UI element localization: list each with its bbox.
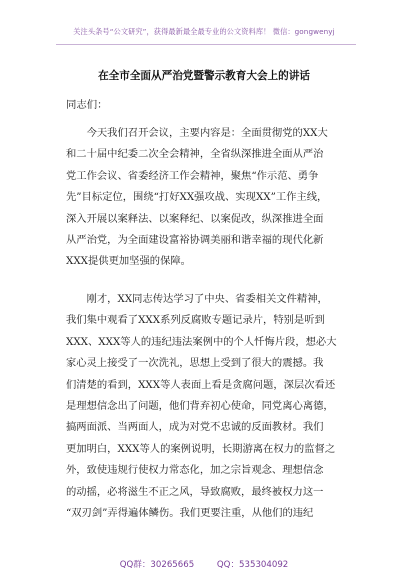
document-title: 在全市全面从严治党暨警示教育大会上的讲话 — [98, 70, 310, 82]
paragraph-line: 和二十届中纪委二次全会精神，全省纵深推进全面从严治 — [66, 148, 324, 161]
paragraph-line: 家心灵上接受了一次洗礼，思想上受到了很大的震撼。我 — [66, 357, 324, 370]
paragraph-line: 今天我们召开会议，主要内容是：全面贯彻党的XX大 — [66, 127, 328, 139]
paragraph-line: 搞两面派、当两面人，成为对党不忠诚的反面教材。我们 — [66, 421, 324, 434]
paragraph-line: 我们集中观看了XXX系列反腐败专题记录片，特别是听到 — [66, 314, 325, 327]
paragraph-line: 更加明白，XXX等人的案例说明，长期游离在权力的监督之 — [66, 442, 336, 455]
header-divider — [56, 44, 356, 45]
paragraph-line: “双刃剑”弄得遍体鳞伤。我们更要注重，从他们的违纪 — [66, 507, 314, 520]
paragraph-line: 是理想信念出了问题，他们背弃初心使命，同党离心离德， — [66, 400, 334, 413]
paragraph-line: 先”目标定位，围绕“打好XX强攻战、实现XX”工作主线， — [66, 191, 328, 204]
paragraph-line: XXX提供更加坚强的保障。 — [66, 255, 191, 268]
paragraph-line: 深入开展以案释法、以案释纪、以案促改，纵深推进全面 — [66, 212, 324, 225]
header-banner: 关注头条号“公文研究”，获得最新最全最专业的公文资料库！ 微信：gongwenyj — [73, 27, 335, 36]
paragraph-1 — [66, 123, 350, 273]
footer-contact — [0, 558, 408, 570]
paragraph-line: XXX、XXX等人的违纪违法案例中的个人忏悔片段，想必大 — [66, 335, 337, 348]
paragraph-2 — [66, 289, 350, 524]
paragraph-line: 外，致使违规行使权力常态化，加之宗旨观念、理想信念 — [66, 464, 324, 477]
paragraph-line: 们清楚的看到，XXX等人表面上看是贪腐问题，深层次看还 — [66, 378, 336, 391]
salutation: 同志们： — [66, 99, 108, 111]
paragraph-line: 从严治党，为全面建设富裕协调美丽和谐幸福的现代化新 — [66, 234, 324, 247]
paragraph-line: 党工作会议、省委经济工作会精神，聚焦“作示范、勇争 — [66, 169, 319, 182]
paragraph-line: 的动摇，必将滋生不正之风，导致腐败，最终被权力这一 — [66, 485, 324, 498]
paragraph-line: 刚才，XX同志传达学习了中央、省委相关文件精神， — [66, 293, 328, 305]
qq-group-number: QQ群：30265665 — [119, 560, 195, 570]
qq-number: QQ：535304092 — [216, 560, 289, 570]
